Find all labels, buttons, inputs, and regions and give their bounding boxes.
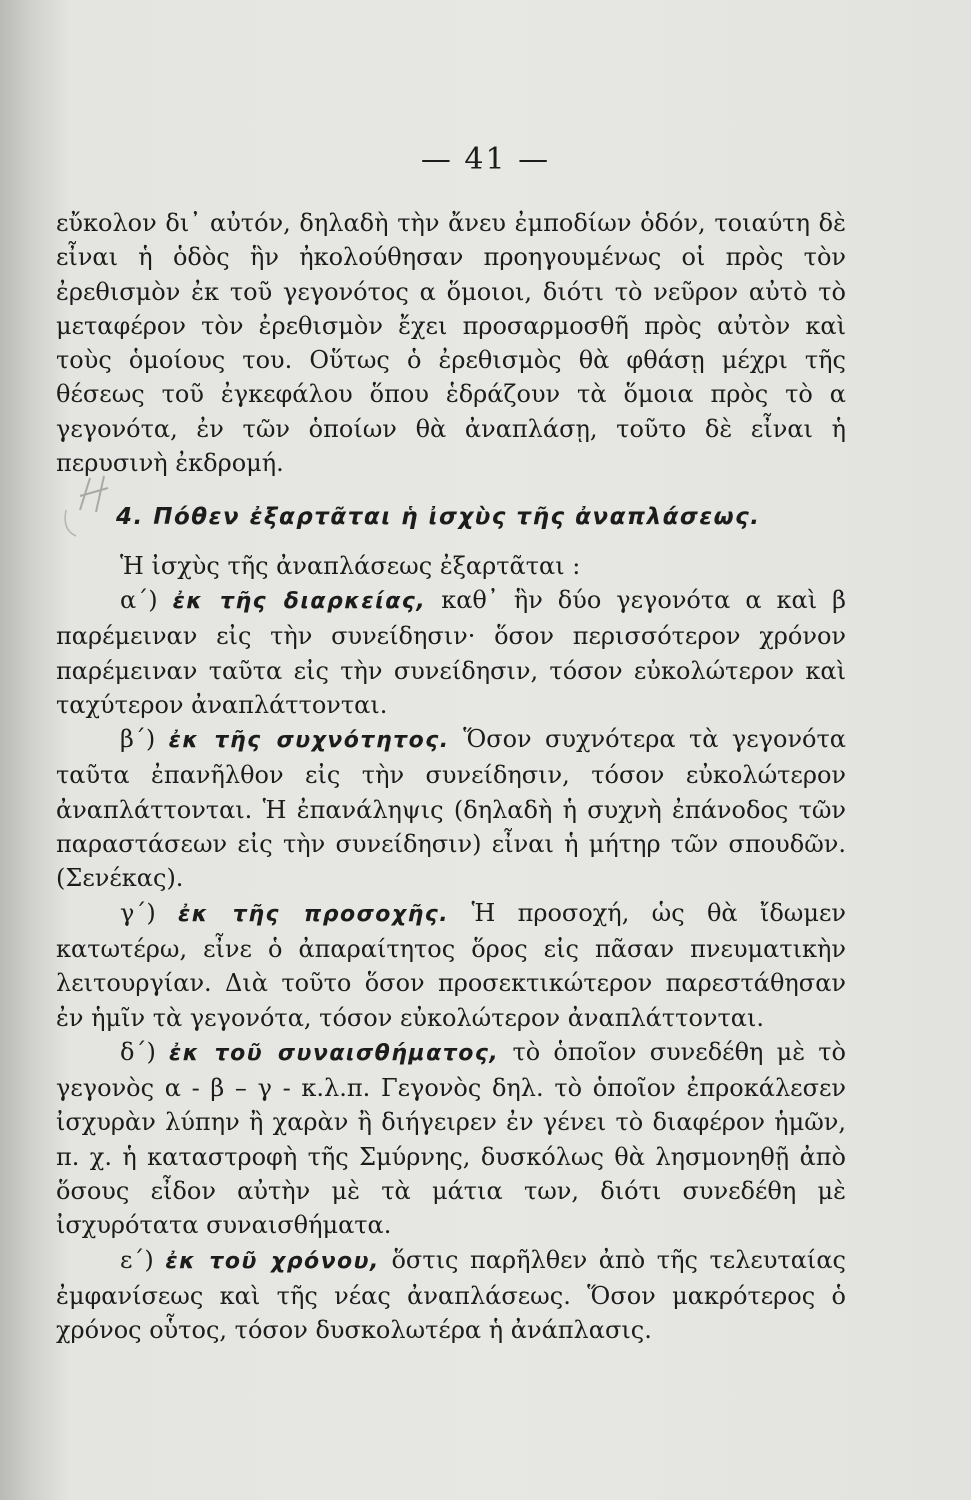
item-keyword: ἐκ τῆς συχνότητος. (168, 728, 450, 754)
item-keyword: ἐκ τοῦ χρόνου, (165, 1248, 380, 1274)
item-text: καθ᾽ ἣν δύο γεγονότα α καὶ β παρέμειναν εἰς τὴν συνείδησιν· ὅσον περισσότερον χρόνον παρέμειναν ταῦτα εἰς τὴν συνείδησιν, τόσον εὐκολώτερον καὶ ταχύτερον ἀναπλάττονται. (56, 585, 846, 719)
section-lead: Ἡ ἰσχὺς τῆς ἀναπλάσεως ἐξαρτᾶται : (120, 551, 581, 580)
page-body (56, 206, 846, 1348)
item-marker: ε΄) (120, 1245, 154, 1274)
item-text: ὅστις παρῆλθεν ἀπὸ τῆς τελευταίας ἐμφανίσεως καὶ τῆς νέας ἀναπλάσεως. Ὅσον μακρότερος ὁ χρόνος οὗτος, τόσον δυσκολωτέρα ἡ ἀνάπλασις. (56, 1245, 846, 1345)
item-text: Ἡ προσοχή, ὡς θὰ ἴδωμεν κατωτέρω, εἶνε ὁ ἀπαραίτητος ὅρος εἰς πᾶσαν πνευματικὴν λειτουργίαν. Διὰ τοῦτο ὅσον προσεκτικώτερον παρεστάθησαν ἐν ἡμῖν τὰ γεγονότα, τόσον εὐκολώτερον ἀναπλάττονται. (56, 898, 846, 1032)
list-item-d (56, 1035, 846, 1243)
item-marker: β΄) (120, 725, 156, 754)
list-item-c (56, 896, 846, 1035)
list-item-e (56, 1243, 846, 1348)
item-keyword: ἐκ τοῦ συναισθήματος, (169, 1040, 500, 1066)
item-marker: γ΄) (120, 898, 156, 927)
item-marker: δ΄) (120, 1037, 156, 1066)
item-keyword: ἐκ τῆς προσοχῆς. (178, 901, 450, 927)
item-text: Ὅσον συχνότερα τὰ γεγονότα ταῦτα ἐπανῆλθον εἰς τὴν συνείδησιν, τόσον εὐκολώτερον ἀναπλάττονται. Ἡ ἐπανάληψις (δηλαδὴ ἡ συχνὴ ἐπάνοδος τῶν παραστάσεων εἰς τὴν συνείδησιν) εἶναι ἡ μήτηρ τῶν σπουδῶν. (Σενέκας). (56, 725, 846, 893)
page-number: — 41 — (420, 142, 551, 177)
list-item-b (56, 722, 846, 895)
item-keyword: ἐκ τῆς διαρκείας, (172, 588, 427, 614)
item-text: τὸ ὁποῖον συνεδέθη μὲ τὸ γεγονὸς α - β – γ - κ.λ.π. Γεγονὸς δηλ. τὸ ὁποῖον ἐπροκάλεσεν ἰσχυρὰν λύπην ἢ χαρὰν ἢ διήγειρεν ἐν γένει τὸ διαφέρον ἡμῶν, π. χ. ἡ καταστροφὴ τῆς Σμύρνης, δυσκόλως θὰ λησμονηθῇ ἀπὸ ὅσους εἶδον αὐτὴν μὲ τὰ μάτια των, διότι συνεδέθη μὲ ἰσχυρότατα συναισθήματα. (56, 1037, 846, 1240)
item-marker: α΄) (120, 585, 158, 614)
list-item-a (56, 583, 846, 722)
section-heading: 4. Πόθεν ἐξαρτᾶται ἡ ἰσχὺς τῆς ἀναπλάσεως. (116, 504, 761, 531)
intro-paragraph: εὔκολον δι᾽ αὐτόν, δηλαδὴ τὴν ἄνευ ἐμποδίων ὁδόν, τοιαύτη δὲ εἶναι ἡ ὁδὸς ἣν ἠκολούθησαν προηγουμένως οἱ πρὸς τὸν ἐρεθισμὸν ἐκ τοῦ γεγονότος α ὅμοιοι, διότι τὸ νεῦρον αὐτὸ τὸ μεταφέρον τὸν ἐρεθισμὸν ἔχει προσαρμοσθῆ πρὸς αὐτὸν καὶ τοὺς ὁμοίους του. Οὕτως ὁ ἐρεθισμὸς θὰ φθάσῃ μέχρι τῆς θέσεως τοῦ ἐγκεφάλου ὅπου ἑδράζουν τὰ ὅμοια πρὸς τὸ α γεγονότα, ἐν τῶν ὁποίων θὰ ἀναπλάσῃ, τοῦτο δὲ εἶναι ἡ περυσινὴ ἐκδρομή. (56, 209, 846, 478)
